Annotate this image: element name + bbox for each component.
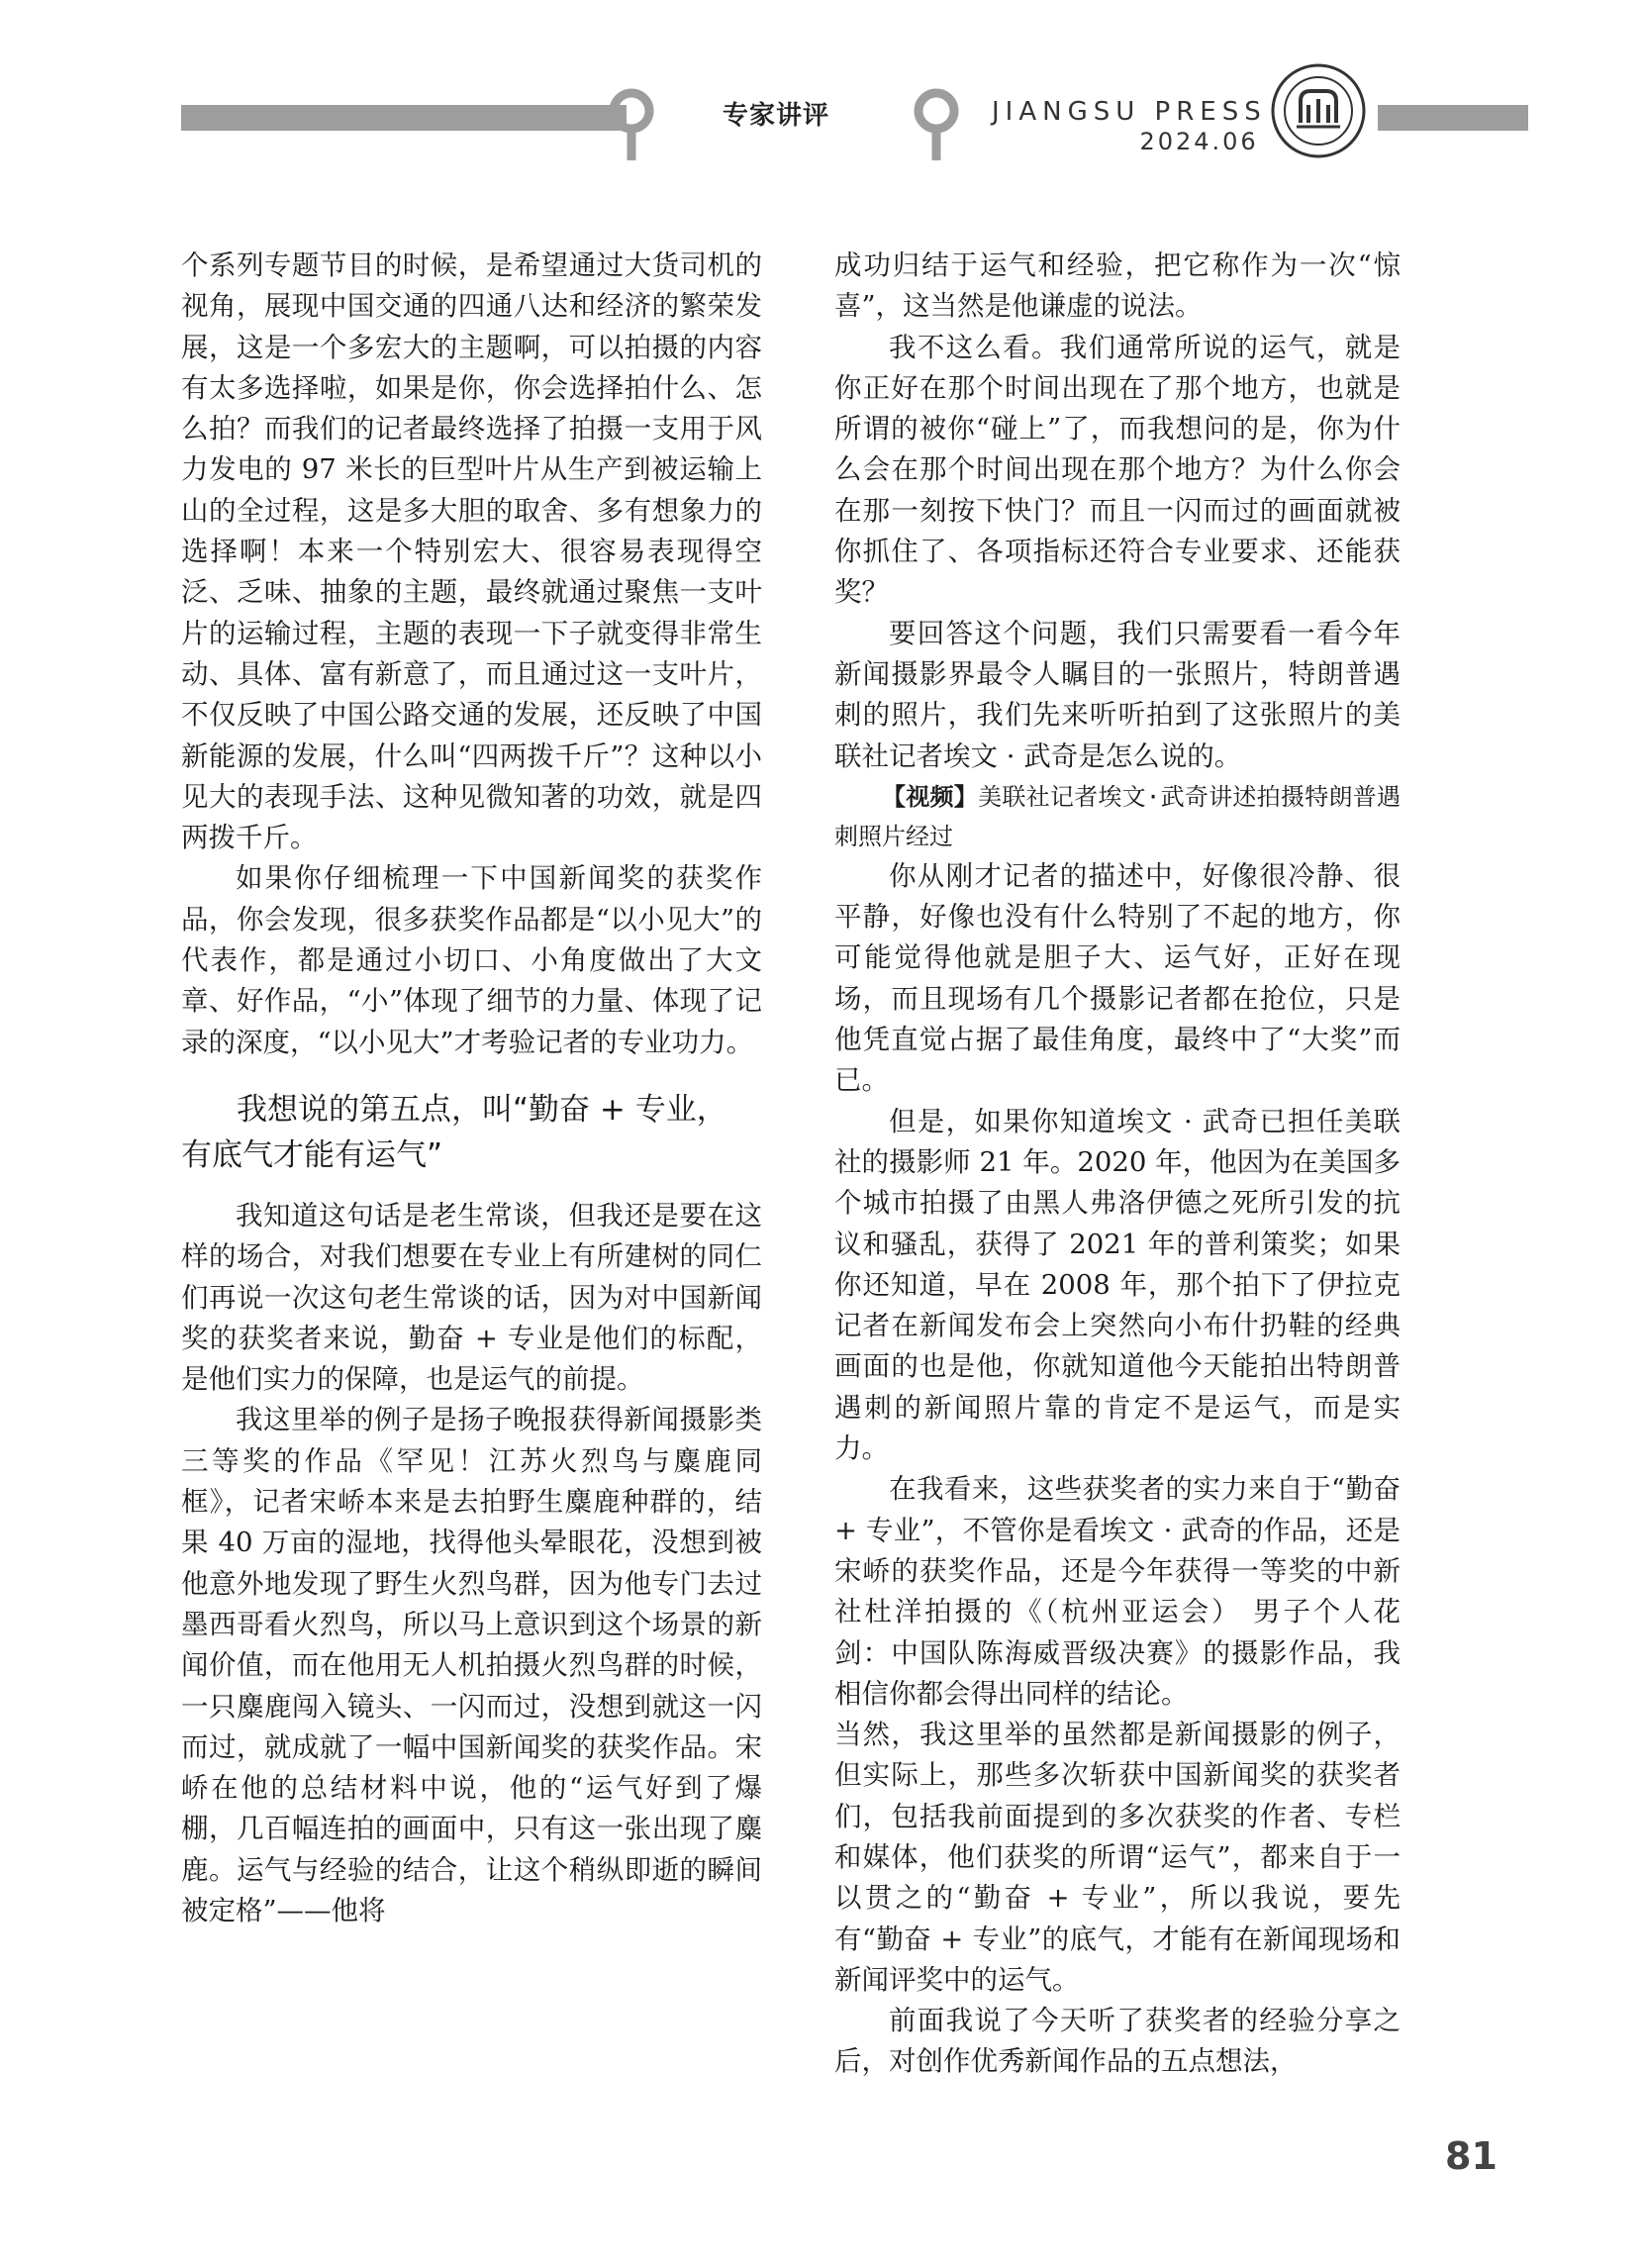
paragraph: 成功归结于运气和经验，把它称作为一次“惊喜”，这当然是他谦虚的说法。 [834, 249, 1401, 323]
masthead [992, 97, 1267, 156]
left-column [181, 246, 762, 1931]
video-caption [834, 777, 1401, 856]
page-number: 81 [1445, 2134, 1498, 2178]
masthead-title: JIANGSU PRESS [992, 97, 1267, 127]
paragraph: 个系列专题节目的时候，是希望通过大货司机的视角，展现中国交通的四通八达和经济的繁荣发展，这是一个多宏大的主题啊，可以拍摄的内容有太多选择啦，如果是你，你会选择拍什么、怎么拍？而我们的记者最终选择了拍摄一支用于风力发电的 97 米长的巨型叶片从生产到被运输上山的全过程，这是多大胆的取舍、多有想象力的选择啊！本来一个特别宏大、很容易表现得空泛、乏味、抽象的主题，最终就通过聚焦一支叶片的运输过程，主题的表现一下子就变得非常生动、具体、富有新意了，而且通过这一支叶片，不仅反映了中国公路交通的发展，还反映了中国新能源的发展，什么叫“四两拨千斤”？这种以小见大的表现手法、这种见微知著的功效，就是四两拨千斤。 [181, 249, 762, 854]
video-tag: 【视频】 [882, 782, 979, 811]
paragraph: 我知道这句话是老生常谈，但我还是要在这样的场合，对我们想要在专业上有所建树的同仁们再说一次这句老生常谈的话，因为对中国新闻奖的获奖者来说，勤奋 + 专业是他们的标配，是他们实力的保障，也是运气的前提。 [181, 1199, 762, 1396]
heading-line: 我想说的第五点，叫“勤奋 + 专业， [237, 1091, 727, 1128]
paragraph: 要回答这个问题，我们只需要看一看今年新闻摄影界最令人瞩目的一张照片，特朗普遇刺的照片，我们先来听听拍到了这张照片的美联社记者埃文 · 武奇是怎么说的。 [834, 617, 1401, 772]
association-seal-logo [1269, 61, 1368, 160]
header-bar-right [1378, 105, 1528, 131]
paragraph: 我不这么看。我们通常所说的运气，就是你正好在那个时间出现在了那个地方，也就是所谓的被你“碰上”了，而我想问的是，你为什么会在那个时间出现在那个地方？为什么你会在那一刻按下快门？而且一闪而过的画面就被你抓住了、各项指标还符合专业要求、还能获奖？ [834, 331, 1401, 609]
paragraph: 在我看来，这些获奖者的实力来自于“勤奋 + 专业”，不管你是看埃文 · 武奇的作品，还是宋峤的获奖作品，还是今年获得一等奖的中新社杜洋拍摄的《（杭州亚运会） 男子个人花剑：中国队陈海威晋级决赛》的摄影作品，我相信你都会得出同样的结论。 [834, 1473, 1401, 1710]
paragraph: 前面我说了今天听了获奖者的经验分享之后，对创作优秀新闻作品的五点想法， [834, 2005, 1401, 2078]
issue-date: 2024.06 [1139, 128, 1259, 155]
paragraph: 如果你仔细梳理一下中国新闻奖的获奖作品，你会发现，很多获奖作品都是“以小见大”的代表作，都是通过小切口、小角度做出了大文章、好作品，“小”体现了细节的力量、体现了记录的深度，“以小见大”才考验记者的专业功力。 [181, 862, 762, 1058]
paragraph: 当然，我这里举的虽然都是新闻摄影的例子，但实际上，那些多次斩获中国新闻奖的获奖者们，包括我前面提到的多次获奖的作者、专栏和媒体，他们获奖的所谓“运气”，都来自于一以贯之的“勤奋 + 专业”，所以我说，要先有“勤奋 + 专业”的底气，才能有在新闻现场和新闻评奖中的运气。 [834, 1719, 1401, 1996]
paragraph: 你从刚才记者的描述中，好像很冷静、很平静，好像也没有什么特别了不起的地方，你可能觉得他就是胆子大、运气好，正好在现场，而且现场有几个摄影记者都在抢位，只是他凭直觉占据了最佳角度，最终中了“大奖”而已。 [834, 859, 1401, 1097]
right-column [834, 246, 1401, 2083]
paragraph: 我这里举的例子是扬子晚报获得新闻摄影类三等奖的作品《罕见！江苏火烈鸟与麋鹿同框》，记者宋峤本来是去拍野生麋鹿种群的，结果 40 万亩的湿地，找得他头晕眼花，没想到被他意外地发现了野生火烈鸟群，因为他专门去过墨西哥看火烈鸟，所以马上意识到这个场景的新闻价值，而在他用无人机拍摄火烈鸟群的时候，一只麋鹿闯入镜头、一闪而过，没想到就这一闪而过，就成就了一幅中国新闻奖的获奖作品。宋峤在他的总结材料中说，他的“运气好到了爆棚，几百幅连拍的画面中，只有这一张出现了麋鹿。运气与经验的结合，让这个稍纵即逝的瞬间被定格”——他将 [181, 1404, 762, 1926]
paragraph: 但是，如果你知道埃文 · 武奇已担任美联社的摄影师 21 年。2020 年，他因为在美国多个城市拍摄了由黑人弗洛伊德之死所引发的抗议和骚乱，获得了 2021 年的普利策奖；如果你还知道，早在 2008 年，那个拍下了伊拉克记者在新闻发布会上突然向小布什扔鞋的经典画面的也是他，你就知道他今天能拍出特朗普遇刺的新闻照片靠的肯定不是运气，而是实力。 [834, 1105, 1401, 1465]
section-label: 专家讲评 [723, 101, 830, 131]
heading-line: 有底气才能有运气” [181, 1136, 443, 1173]
header-bar-left [181, 105, 627, 131]
location-pin-icon [608, 87, 655, 162]
section-heading [181, 1087, 762, 1178]
location-pin-icon [913, 87, 960, 162]
video-caption-text: 美联社记者埃文·武奇讲述拍摄特朗普遇刺照片经过 [834, 782, 1402, 850]
